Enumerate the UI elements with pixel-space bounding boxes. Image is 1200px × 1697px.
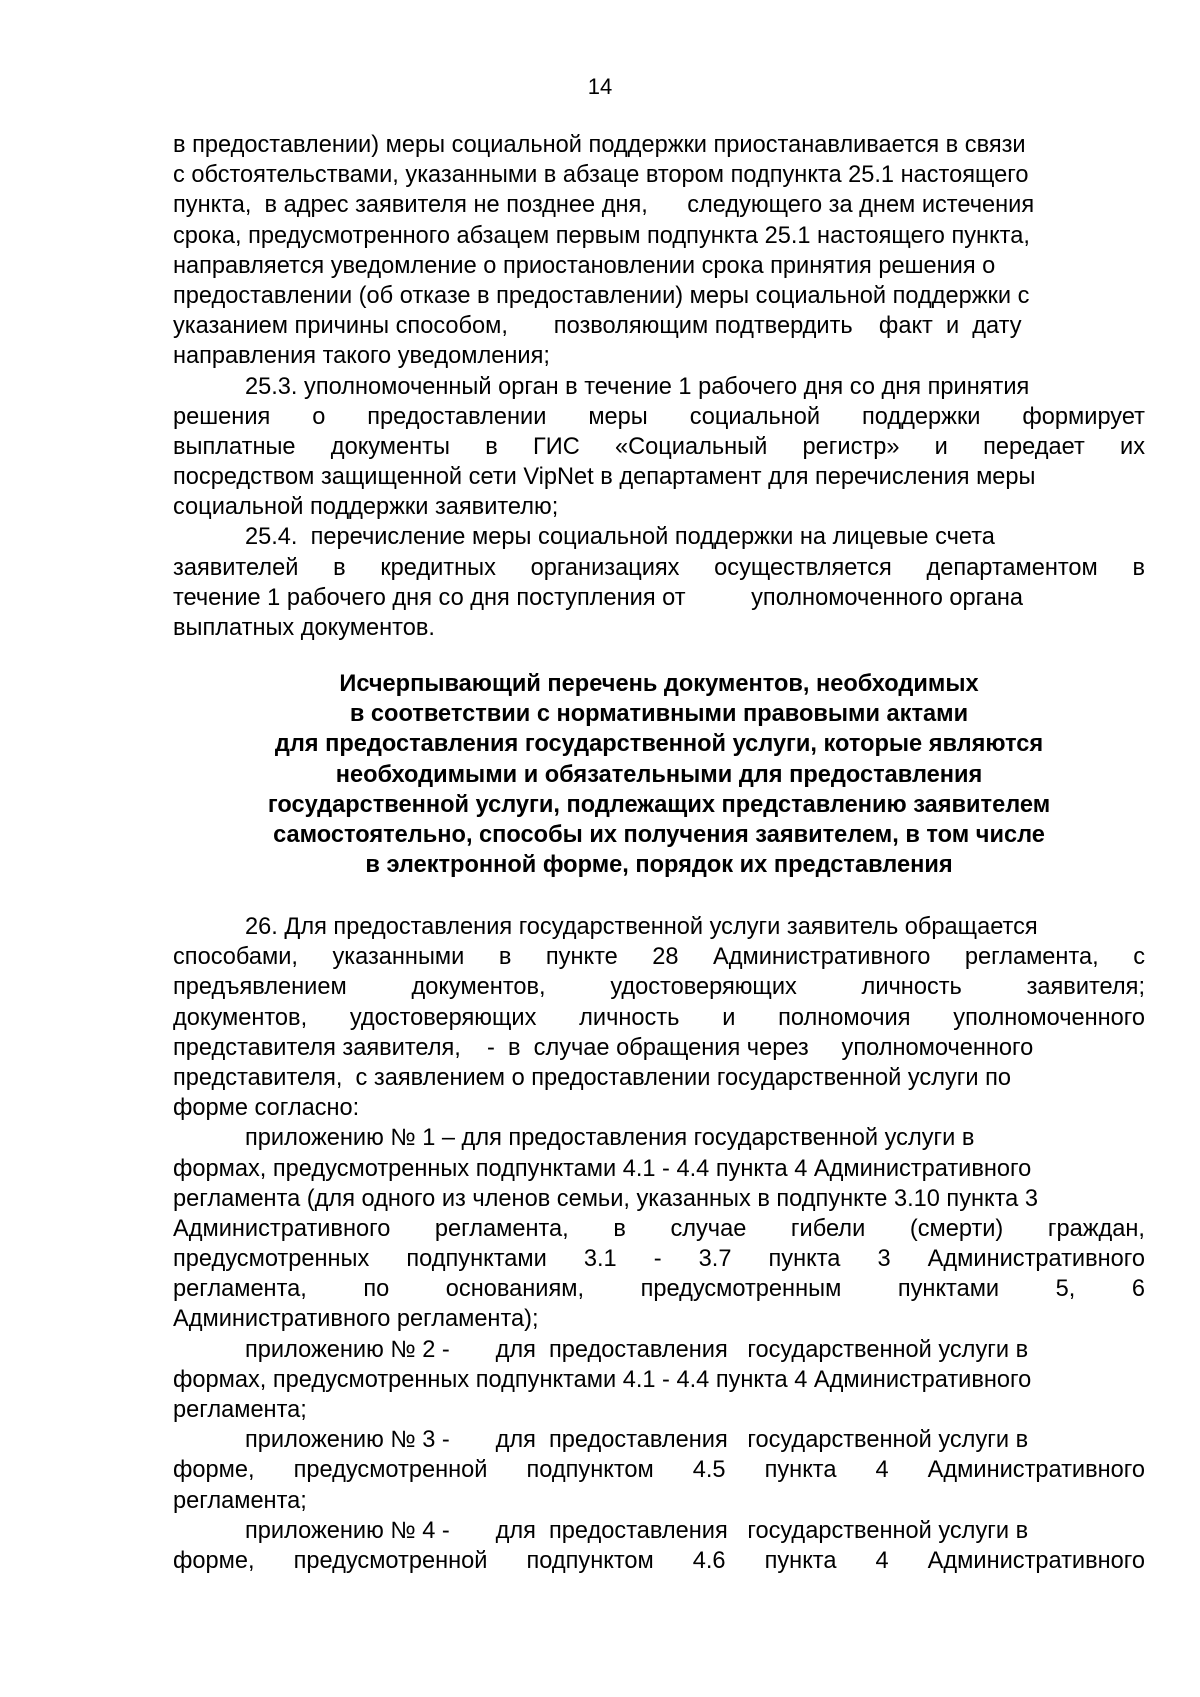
text-line: приложению № 3 - для предоставления государственной услуги в xyxy=(245,1427,1029,1454)
text-line: регламента (для одного из членов семьи, указанных в подпункте 3.10 пункта 3 xyxy=(173,1185,1038,1212)
heading-line: необходимыми и обязательными для предоставления xyxy=(335,761,983,788)
text-line: форме, предусмотренной подпунктом 4.5 пункта 4 Административного xyxy=(173,1457,1145,1484)
text-line: предоставлении (об отказе в предоставлении) меры социальной поддержки с xyxy=(173,282,1030,309)
text-line: регламента; xyxy=(173,1487,307,1514)
text-line: заявителей в кредитных организациях осуществляется департаментом в xyxy=(173,554,1145,581)
text-line: предъявлением документов, удостоверяющих личность заявителя; xyxy=(173,974,1145,1001)
text-line: посредством защищенной сети VipNet в департамент для перечисления меры xyxy=(173,464,1036,491)
text-line: форме согласно: xyxy=(173,1095,360,1122)
text-line: в предоставлении) меры социальной поддержки приостанавливается в связи xyxy=(173,132,1026,158)
section-heading xyxy=(173,669,1145,880)
page-number: 14 xyxy=(587,74,613,99)
text-line: указанием причины способом, позволяющим подтвердить факт и дату xyxy=(173,313,1022,340)
text-line: социальной поддержки заявителю; xyxy=(173,494,559,521)
text-line: формах, предусмотренных подпунктами 4.1 - 4.4 пункта 4 Административного xyxy=(173,1155,1032,1182)
text-line: 26. Для предоставления государственной услуги заявитель обращается xyxy=(245,914,1038,940)
heading-line: в соответствии с нормативными правовыми актами xyxy=(349,701,969,728)
text-line: решения о предоставлении меры социальной поддержки формирует xyxy=(173,403,1145,430)
text-line: Административного регламента); xyxy=(173,1306,539,1333)
text-line: форме, предусмотренной подпунктом 4.6 пункта 4 Административного xyxy=(173,1547,1145,1574)
paragraph-block-26 xyxy=(173,912,1145,1576)
text-line: пункта, в адрес заявителя не позднее дня, следующего за днем истечения xyxy=(173,192,1035,219)
heading-line: самостоятельно, способы их получения заявителем, в том числе xyxy=(273,821,1045,848)
text-line: направляется уведомление о приостановлении срока принятия решения о xyxy=(173,252,996,279)
text-line: направления такого уведомления; xyxy=(173,343,550,370)
text-line: приложению № 2 - для предоставления государственной услуги в xyxy=(245,1336,1029,1363)
text-line: способами, указанными в пункте 28 Административного регламента, с xyxy=(173,944,1145,971)
heading-line: в электронной форме, порядок их представления xyxy=(365,852,953,879)
text-line: представителя заявителя, - в случае обращения через уполномоченного xyxy=(173,1034,1034,1061)
heading-line: Исчерпывающий перечень документов, необходимых xyxy=(339,671,979,697)
text-line: 25.4. перечисление меры социальной поддержки на лицевые счета xyxy=(245,524,995,551)
paragraph-block-25 xyxy=(173,130,1145,643)
text-line: Административного регламента, в случае гибели (смерти) граждан, xyxy=(173,1215,1145,1242)
text-line: 25.3. уполномоченный орган в течение 1 рабочего дня со дня принятия xyxy=(245,373,1030,400)
text-line: предусмотренных подпунктами 3.1 - 3.7 пункта 3 Административного xyxy=(173,1246,1145,1273)
text-line: выплатных документов. xyxy=(173,615,435,641)
text-line: приложению № 1 – для предоставления государственной услуги в xyxy=(245,1125,975,1152)
text-line: с обстоятельствами, указанными в абзаце втором подпункта 25.1 настоящего xyxy=(173,162,1029,189)
text-line: выплатные документы в ГИС «Социальный регистр» и передает их xyxy=(173,433,1145,460)
text-line: регламента; xyxy=(173,1397,307,1423)
heading-line: государственной услуги, подлежащих представлению заявителем xyxy=(267,791,1051,818)
text-line: регламента, по основаниям, предусмотренным пунктами 5, 6 xyxy=(173,1276,1145,1303)
text-line: течение 1 рабочего дня со дня поступления от уполномоченного органа xyxy=(173,584,1023,611)
text-line: приложению № 4 - для предоставления государственной услуги в xyxy=(245,1517,1029,1544)
text-line: срока, предусмотренного абзацем первым подпункта 25.1 настоящего пункта, xyxy=(173,222,1030,249)
text-line: формах, предусмотренных подпунктами 4.1 - 4.4 пункта 4 Административного xyxy=(173,1366,1032,1393)
heading-line: для предоставления государственной услуги, которые являются xyxy=(274,731,1044,758)
text-line: представителя, с заявлением о предоставлении государственной услуги по xyxy=(173,1064,1012,1091)
text-line: документов, удостоверяющих личность и полномочия уполномоченного xyxy=(173,1004,1145,1031)
